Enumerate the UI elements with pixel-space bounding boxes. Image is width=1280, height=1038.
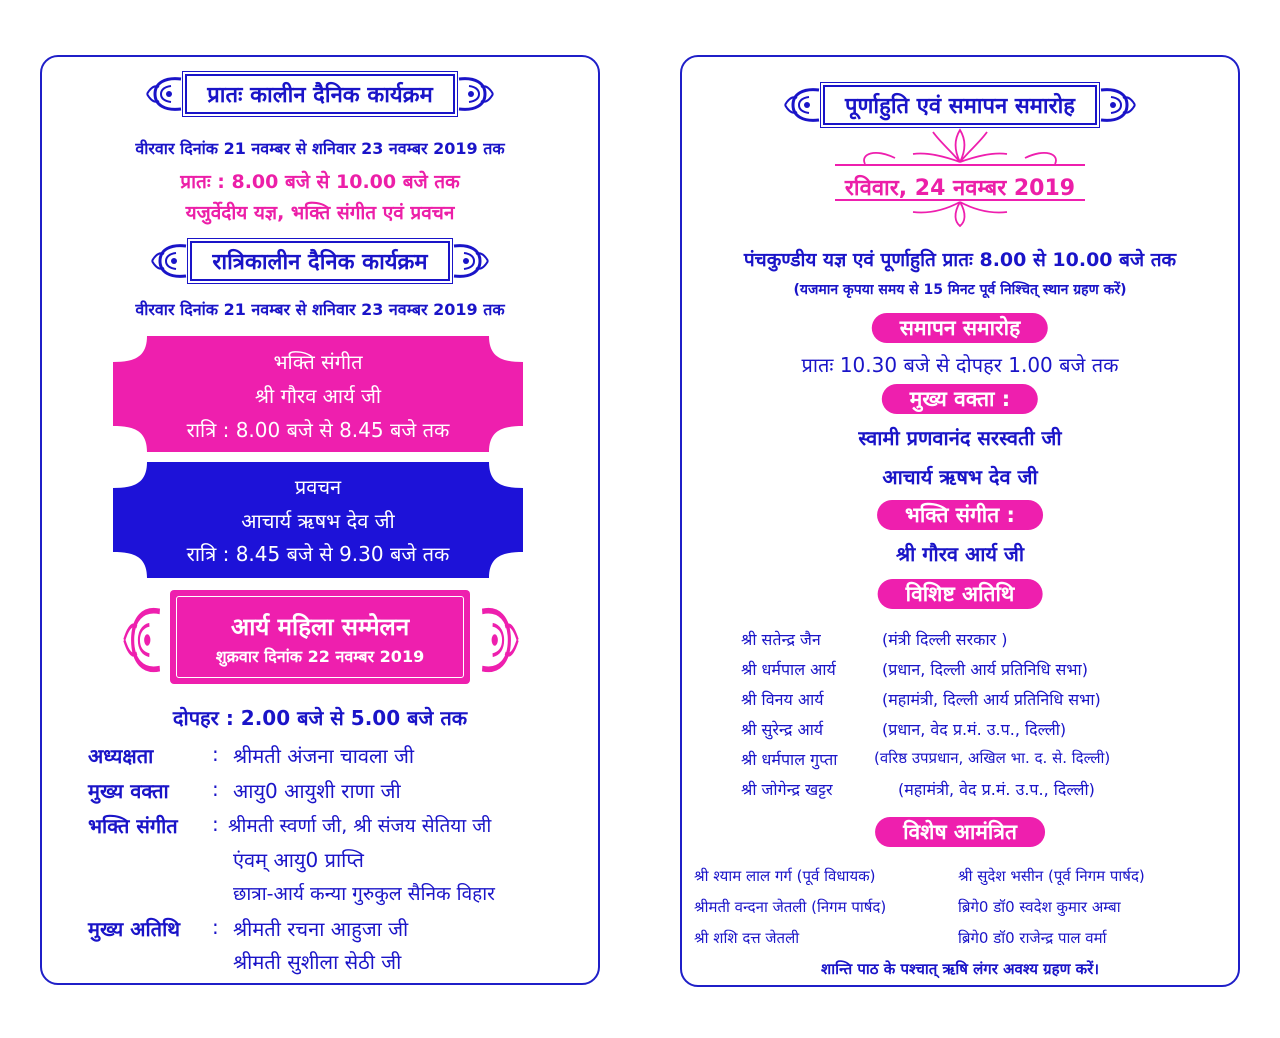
vakta-pill: मुख्य वक्ता : <box>882 384 1038 414</box>
guests-pill: विशिष्ट अतिथि <box>878 579 1043 609</box>
morning-title: प्रातः कालीन दैनिक कार्यक्रम <box>185 74 455 114</box>
invited-item: श्री श्याम लाल गर्ग (पूर्व विधायक) <box>694 867 876 885</box>
guest-role: (मंत्री दिल्ली सरकार ) <box>882 630 1008 649</box>
yagya-line: पंचकुण्डीय यज्ञ एवं पूर्णाहुति प्रातः 8.00 से 10.00 बजे तक <box>743 249 1177 271</box>
guest-name: श्री सुरेन्द्र आर्य <box>741 720 824 739</box>
ornament-left-icon <box>146 240 190 282</box>
row-label: मुख्य वक्ता <box>88 779 169 803</box>
guest-role: (महामंत्री, दिल्ली आर्य प्रतिनिधि सभा) <box>882 690 1101 709</box>
row-sep: : <box>212 812 219 836</box>
samapan-pill: समापन समारोह <box>872 313 1048 343</box>
bhakti-name: श्री गौरव आर्य जी <box>895 542 1025 566</box>
night-title: रात्रिकालीन दैनिक कार्यक्रम <box>190 241 449 281</box>
ornament-left-icon <box>779 84 823 126</box>
night-banner <box>130 240 510 282</box>
right-title-banner <box>770 84 1150 126</box>
guest-role: (महामंत्री, वेद प्र.मं. उ.प., दिल्ली) <box>898 780 1095 799</box>
invited-item: श्रीमती वन्दना जेतली (निगम पार्षद) <box>694 898 887 916</box>
row-value: श्रीमती स्वर्णा जी, श्री संजय सेतिया जी <box>228 815 492 837</box>
ornament-right-icon <box>455 73 499 115</box>
pravachan-box-name: आचार्य ऋषभ देव जी <box>241 509 395 533</box>
row-value: आयु0 आयुशी राणा जी <box>233 779 401 803</box>
morning-desc: यजुर्वेदीय यज्ञ, भक्ति संगीत एवं प्रवचन <box>185 202 455 224</box>
invited-item: श्री सुदेश भसीन (पूर्व निगम पार्षद) <box>958 867 1145 885</box>
row-sep: : <box>212 777 219 801</box>
yagya-note: (यजमान कृपया समय से 15 मिनट पूर्व निश्चित् स्थान ग्रहण करें) <box>793 282 1127 298</box>
pravachan-box-time: रात्रि : 8.45 बजे से 9.30 बजे तक <box>186 542 450 566</box>
morning-time: प्रातः : 8.00 बजे से 10.00 बजे तक <box>180 171 460 193</box>
row-value: श्रीमती रचना आहुजा जी <box>233 917 409 941</box>
row-label: मुख्य अतिथि <box>88 917 181 941</box>
morning-dates: वीरवार दिनांक 21 नवम्बर से शनिवार 23 नवम्बर 2019 तक <box>135 139 505 158</box>
row-value: छात्रा-आर्य कन्या गुरुकुल सैनिक विहार <box>233 883 495 905</box>
row-label: अध्यक्षता <box>88 744 154 768</box>
invited-item: श्री शशि दत्त जेतली <box>694 929 800 947</box>
night-dates: वीरवार दिनांक 21 नवम्बर से शनिवार 23 नवम्बर 2019 तक <box>135 300 505 319</box>
guest-role: (प्रधान, दिल्ली आर्य प्रतिनिधि सभा) <box>882 660 1088 679</box>
invited-pill: विशेष आमंत्रित <box>875 817 1045 847</box>
row-label: भक्ति संगीत <box>88 814 178 838</box>
vakta-2: आचार्य ऋषभ देव जी <box>882 465 1038 489</box>
morning-banner <box>130 73 510 115</box>
footer-note: शान्ति पाठ के पश्चात् ऋषि लंगर अवश्य ग्रहण करें। <box>821 960 1099 978</box>
guest-name: श्री सतेन्द्र जैन <box>741 630 821 649</box>
right-date: रविवार, 24 नवम्बर 2019 <box>844 176 1076 201</box>
guest-name: श्री धर्मपाल आर्य <box>741 660 836 679</box>
mahila-ornament-right-icon <box>478 600 524 680</box>
vakta-1: स्वामी प्रणवानंद सरस्वती जी <box>858 426 1062 450</box>
right-title: पूर्णाहुति एवं समापन समारोह <box>823 85 1097 125</box>
ornament-left-icon <box>141 73 185 115</box>
row-value: एंवम् आयु0 प्राप्ति <box>233 848 364 872</box>
bhakti-box-label: भक्ति संगीत <box>273 350 363 374</box>
guest-role: (प्रधान, वेद प्र.मं. उ.प., दिल्ली) <box>882 720 1067 739</box>
mahila-date: शुक्रवार दिनांक 22 नवम्बर 2019 <box>215 647 425 666</box>
ornament-right-icon <box>1097 84 1141 126</box>
invited-item: ब्रिगे0 डॉ0 स्वदेश कुमार अम्बा <box>958 898 1121 916</box>
guest-role: (वरिष्ठ उपप्रधान, अखिल भा. द. से. दिल्ली) <box>874 749 1111 767</box>
mahila-ornament-left-icon <box>118 600 164 680</box>
samapan-time: प्रातः 10.30 बजे से दोपहर 1.00 बजे तक <box>801 353 1119 377</box>
guest-name: श्री जोगेन्द्र खट्टर <box>741 780 833 799</box>
mahila-title: आर्य महिला सम्मेलन <box>230 613 410 641</box>
bhakti-box-name: श्री गौरव आर्य जी <box>254 384 382 408</box>
bhakti-box-time: रात्रि : 8.00 बजे से 8.45 बजे तक <box>186 418 450 442</box>
guest-name: श्री विनय आर्य <box>741 690 824 709</box>
row-value: श्रीमती सुशीला सेठी जी <box>233 950 402 974</box>
ornament-right-icon <box>450 240 494 282</box>
mahila-time: दोपहर : 2.00 बजे से 5.00 बजे तक <box>172 706 468 730</box>
row-sep: : <box>212 915 219 939</box>
guest-name: श्री धर्मपाल गुप्ता <box>741 750 838 769</box>
pravachan-box-label: प्रवचन <box>294 475 342 499</box>
invited-item: ब्रिगे0 डॉ0 राजेन्द्र पाल वर्मा <box>958 929 1107 947</box>
bhakti-pill: भक्ति संगीत : <box>877 500 1043 530</box>
row-value: श्रीमती अंजना चावला जी <box>233 744 415 768</box>
row-sep: : <box>212 742 219 766</box>
